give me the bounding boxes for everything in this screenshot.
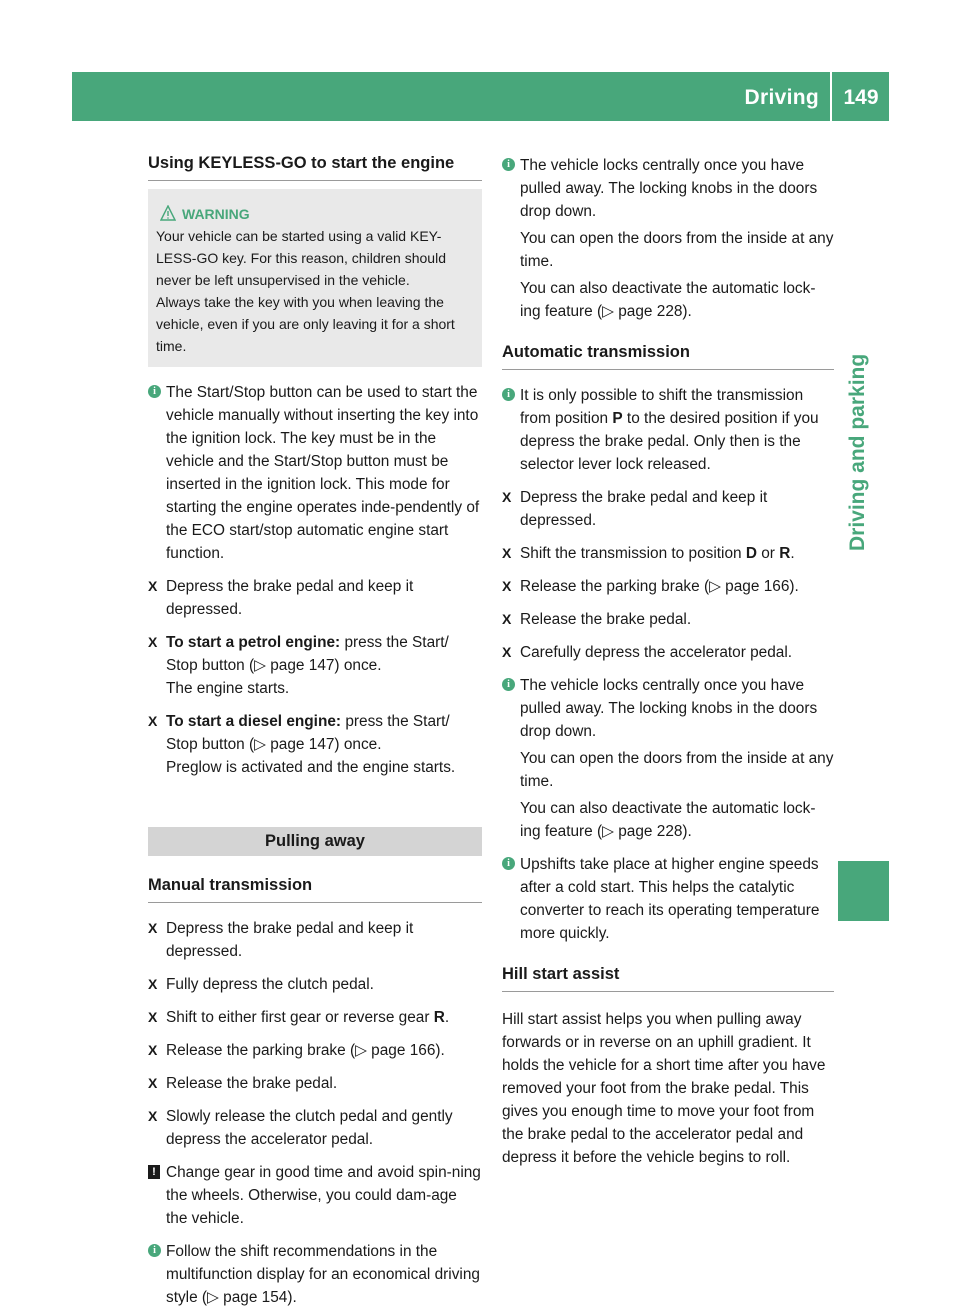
info-text: The vehicle locks centrally once you have pulled away. The locking knobs in the doors drop down. — [520, 677, 818, 740]
header-divider — [830, 72, 832, 121]
left-column — [148, 152, 482, 1309]
step-text: Release the parking brake (▷ page 166). — [166, 1042, 445, 1059]
warning-text: Always take the key with you when leaving the vehicle, even if you are only leaving it for a short time. — [156, 294, 455, 354]
gear-label: R — [779, 545, 791, 562]
side-tab — [838, 121, 889, 1195]
step-arrow-icon: X — [502, 644, 512, 660]
heading-keyless-go: Using KEYLESS-GO to start the engine — [148, 152, 482, 181]
step-arrow-icon: X — [148, 976, 158, 992]
step-text — [166, 631, 482, 677]
page-number: 149 — [843, 86, 879, 109]
caution-note — [148, 1161, 482, 1230]
info-icon: i — [502, 388, 515, 401]
info-text: Upshifts take place at higher engine speeds after a cold start. This helps the catalytic converter to reach its operating temperature more quickly. — [520, 856, 820, 942]
instruction-step — [148, 1105, 482, 1151]
instruction-step — [148, 631, 482, 700]
step-rest: . — [790, 545, 795, 562]
heading-automatic-transmission: Automatic transmission — [502, 341, 834, 370]
step-text: Fully depress the clutch pedal. — [166, 976, 374, 993]
instruction-step — [148, 1072, 482, 1095]
step-arrow-icon: X — [148, 1009, 158, 1025]
instruction-step — [502, 542, 834, 565]
step-arrow-icon: X — [502, 545, 512, 561]
instruction-step — [148, 575, 482, 621]
info-note — [148, 381, 482, 565]
info-note — [502, 154, 834, 323]
info-note — [148, 1240, 482, 1309]
info-icon: i — [502, 158, 515, 171]
step-arrow-icon: X — [502, 578, 512, 594]
step-arrow-icon: X — [502, 489, 512, 505]
step-text: Carefully depress the accelerator pedal. — [520, 644, 793, 661]
step-rest: Shift the transmission to position — [520, 545, 746, 562]
info-rest: to the desired position if you depress the brake pedal. Only then is the selector lever lock released. — [520, 410, 819, 473]
step-arrow-icon: X — [148, 920, 158, 936]
info-icon: i — [148, 1244, 161, 1257]
gear-label: R — [433, 1009, 445, 1026]
step-rest: press the Start/ Stop button (▷ page 147) once. — [166, 713, 450, 753]
step-rest: press the Start/ Stop button (▷ page 147) once. — [166, 634, 449, 674]
instruction-step — [502, 641, 834, 664]
step-rest: Shift to either first gear or reverse gear — [166, 1009, 434, 1026]
info-rest: It is only possible to shift the transmission from position — [520, 387, 804, 427]
instruction-step — [148, 917, 482, 963]
warning-header — [156, 203, 474, 225]
step-rest: . — [444, 1009, 450, 1026]
heading-manual-transmission: Manual transmission — [148, 874, 482, 903]
step-arrow-icon: X — [148, 713, 158, 729]
warning-box — [148, 189, 482, 367]
step-arrow-icon: X — [148, 1042, 158, 1058]
exclamation-icon: ! — [148, 1165, 160, 1179]
step-result: The engine starts. — [166, 680, 290, 697]
page-header-bar — [72, 72, 889, 121]
step-rest: or — [756, 545, 780, 562]
info-icon: i — [502, 678, 515, 691]
step-text: Depress the brake pedal and keep it depressed. — [166, 578, 414, 618]
step-text: Depress the brake pedal and keep it depressed. — [520, 489, 768, 529]
info-note — [502, 853, 834, 945]
info-text: Follow the shift recommendations in the multifunction display for an economical driving style (▷ page 154). — [166, 1243, 480, 1306]
info-text: You can open the doors from the inside at any time. — [520, 750, 834, 790]
step-bold-label: To start a diesel engine: — [166, 713, 342, 730]
gear-label: P — [612, 410, 623, 427]
instruction-step — [148, 710, 482, 779]
instruction-step — [148, 1006, 482, 1029]
info-icon: i — [502, 857, 515, 870]
side-tab-marker — [838, 861, 889, 921]
step-text: Slowly release the clutch pedal and gently depress the accelerator pedal. — [166, 1108, 453, 1148]
info-text — [520, 384, 834, 476]
instruction-step — [148, 1039, 482, 1062]
step-text — [520, 542, 834, 565]
step-bold-label: To start a petrol engine: — [166, 634, 341, 651]
step-text — [166, 710, 482, 756]
step-arrow-icon: X — [148, 1075, 158, 1091]
step-text — [166, 1006, 482, 1029]
warning-label: WARNING — [182, 206, 250, 222]
section-title: Driving — [744, 86, 819, 109]
step-text: Release the brake pedal. — [520, 611, 692, 628]
gear-label: D — [745, 545, 757, 562]
info-note — [502, 384, 834, 476]
step-arrow-icon: X — [502, 611, 512, 627]
instruction-step — [502, 486, 834, 532]
instruction-step — [502, 608, 834, 631]
heading-hill-start-assist: Hill start assist — [502, 963, 834, 992]
info-text: The Start/Stop button can be used to start the vehicle manually without inserting the key into the ignition lock. The key must be in the vehicle and the Start/Stop button must be inserted in the ignition lock. This mode for starting the engine operates inde-pendently of the ECO start/stop automatic engine start function. — [166, 384, 480, 562]
warning-text: Your vehicle can be started using a valid KEY-LESS-GO key. For this reason, children should never be left unsupervised in the vehicle. — [156, 228, 446, 288]
warning-triangle-icon — [160, 205, 176, 221]
info-text: The vehicle locks centrally once you have pulled away. The locking knobs in the doors drop down. — [520, 157, 818, 220]
info-note — [502, 674, 834, 843]
info-text: You can also deactivate the automatic lock-ing feature (▷ page 228). — [520, 800, 816, 840]
step-result: Preglow is activated and the engine starts. — [166, 759, 456, 776]
section-band-pulling-away: Pulling away — [148, 827, 482, 856]
info-text: You can also deactivate the automatic lock-ing feature (▷ page 228). — [520, 280, 816, 320]
step-text: Depress the brake pedal and keep it depressed. — [166, 920, 414, 960]
info-icon: i — [148, 385, 161, 398]
instruction-step — [502, 575, 834, 598]
info-text: You can open the doors from the inside at any time. — [520, 230, 834, 270]
step-arrow-icon: X — [148, 634, 158, 650]
side-tab-label: Driving and parking — [846, 353, 869, 551]
instruction-step — [148, 973, 482, 996]
step-arrow-icon: X — [148, 1108, 158, 1124]
step-text: Release the parking brake (▷ page 166). — [520, 578, 799, 595]
step-arrow-icon: X — [148, 578, 158, 594]
body-text-hill-start: Hill start assist helps you when pulling away forwards or in reverse on an uphill gradient. It holds the vehicle for a short time after you have removed your foot from the brake pedal. This gives you enough time to move your foot from the brake pedal to the accelerator pedal and depress it before the vehicle begins to roll. — [502, 1011, 826, 1166]
right-column — [502, 152, 834, 1169]
step-text: Release the brake pedal. — [166, 1075, 338, 1092]
caution-text: Change gear in good time and avoid spin-ning the wheels. Otherwise, you could dam-age the vehicle. — [166, 1164, 481, 1227]
